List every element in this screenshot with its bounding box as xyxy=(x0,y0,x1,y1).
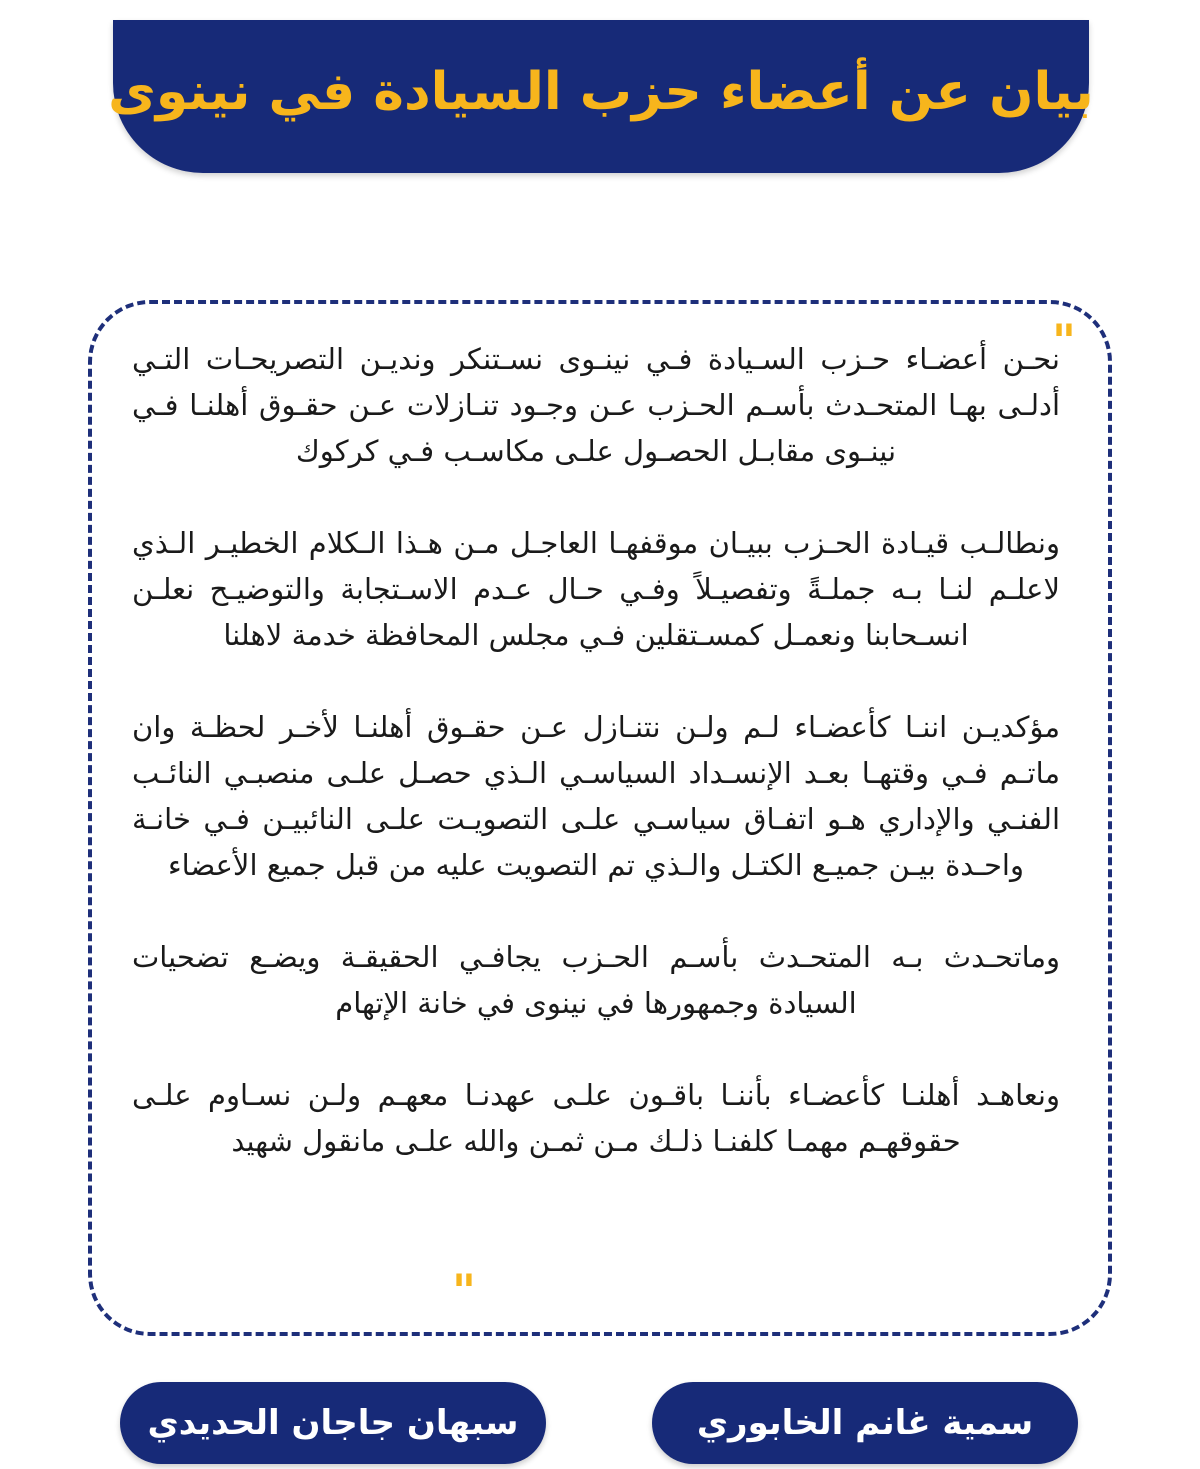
page-title: بيان عن أعضاء حزب السيادة في نينوى xyxy=(108,61,1094,122)
statement-paragraph-2: ونطالـب قيـادة الحـزب ببيـان موقفهـا العاجـل مـن هـذا الـكلام الخطيـر الـذي لاعلـم لنـا بـه جملـةً وتفصيـلاً وفـي حـال عـدم الاسـتجابة والتوضيـح نعلـن انسـحابنا ونعمـل كمسـتقلين فـي مجلس المحافظة خدمة لاهلنا xyxy=(132,526,1060,652)
statement-paragraph-5: ونعاهـد أهلنـا كأعضـاء بأننـا باقـون علـى عهدنـا معهـم ولـن نسـاوم علـى حقوقهـم مهمـا كلفنـا ذلـك مـن ثمـن والله علـى مانقول شهيد xyxy=(132,1078,1060,1158)
closing-quote-mark: " xyxy=(452,1264,476,1318)
statement-paragraph-3: مؤكديـن اننـا كأعضـاء لـم ولـن نتنـازل عـن حقـوق أهلنـا لأخـر لحظـة وان ماتـم فـي وقتهـا بعـد الإنسـداد السياسـي الـذي حصـل علـى منصبـي النائـب الفنـي والإداري هـو اتفـاق سياسـي علـى التصويـت علـى النائبيـن فـي خانـة واحـدة بيـن جميـع الكتـل والـذي تم التصويت عليه من قبل جميع الأعضاء xyxy=(132,710,1060,882)
statement-paragraph-4: وماتحـدث بـه المتحـدث بأسـم الحـزب يجافـي الحقيقـة ويضـع تضحيات السيادة وجمهورها في نينوى في خانة الإتهام xyxy=(132,940,1060,1020)
opening-quote-mark: " xyxy=(1052,314,1076,368)
statement-body xyxy=(132,336,1060,1164)
signature-name-1: سمية غانم الخابوري xyxy=(696,1403,1034,1443)
title-banner xyxy=(108,20,1094,173)
signature-badge-1 xyxy=(652,1382,1078,1464)
signature-badge-2 xyxy=(120,1382,546,1464)
statement-paragraph-1: نحـن أعضـاء حـزب السـيادة فـي نينـوى نسـتنكر ونديـن التصريحـات التـي أدلـى بهـا المتحـدث بأسـم الحـزب عـن وجـود تنـازلات عـن حقـوق أهلنـا فـي نينـوى مقابـل الحصـول علـى مكاسـب فـي كركوك xyxy=(132,342,1060,468)
signature-name-2: سبهان جاجان الحديدي xyxy=(147,1403,519,1443)
